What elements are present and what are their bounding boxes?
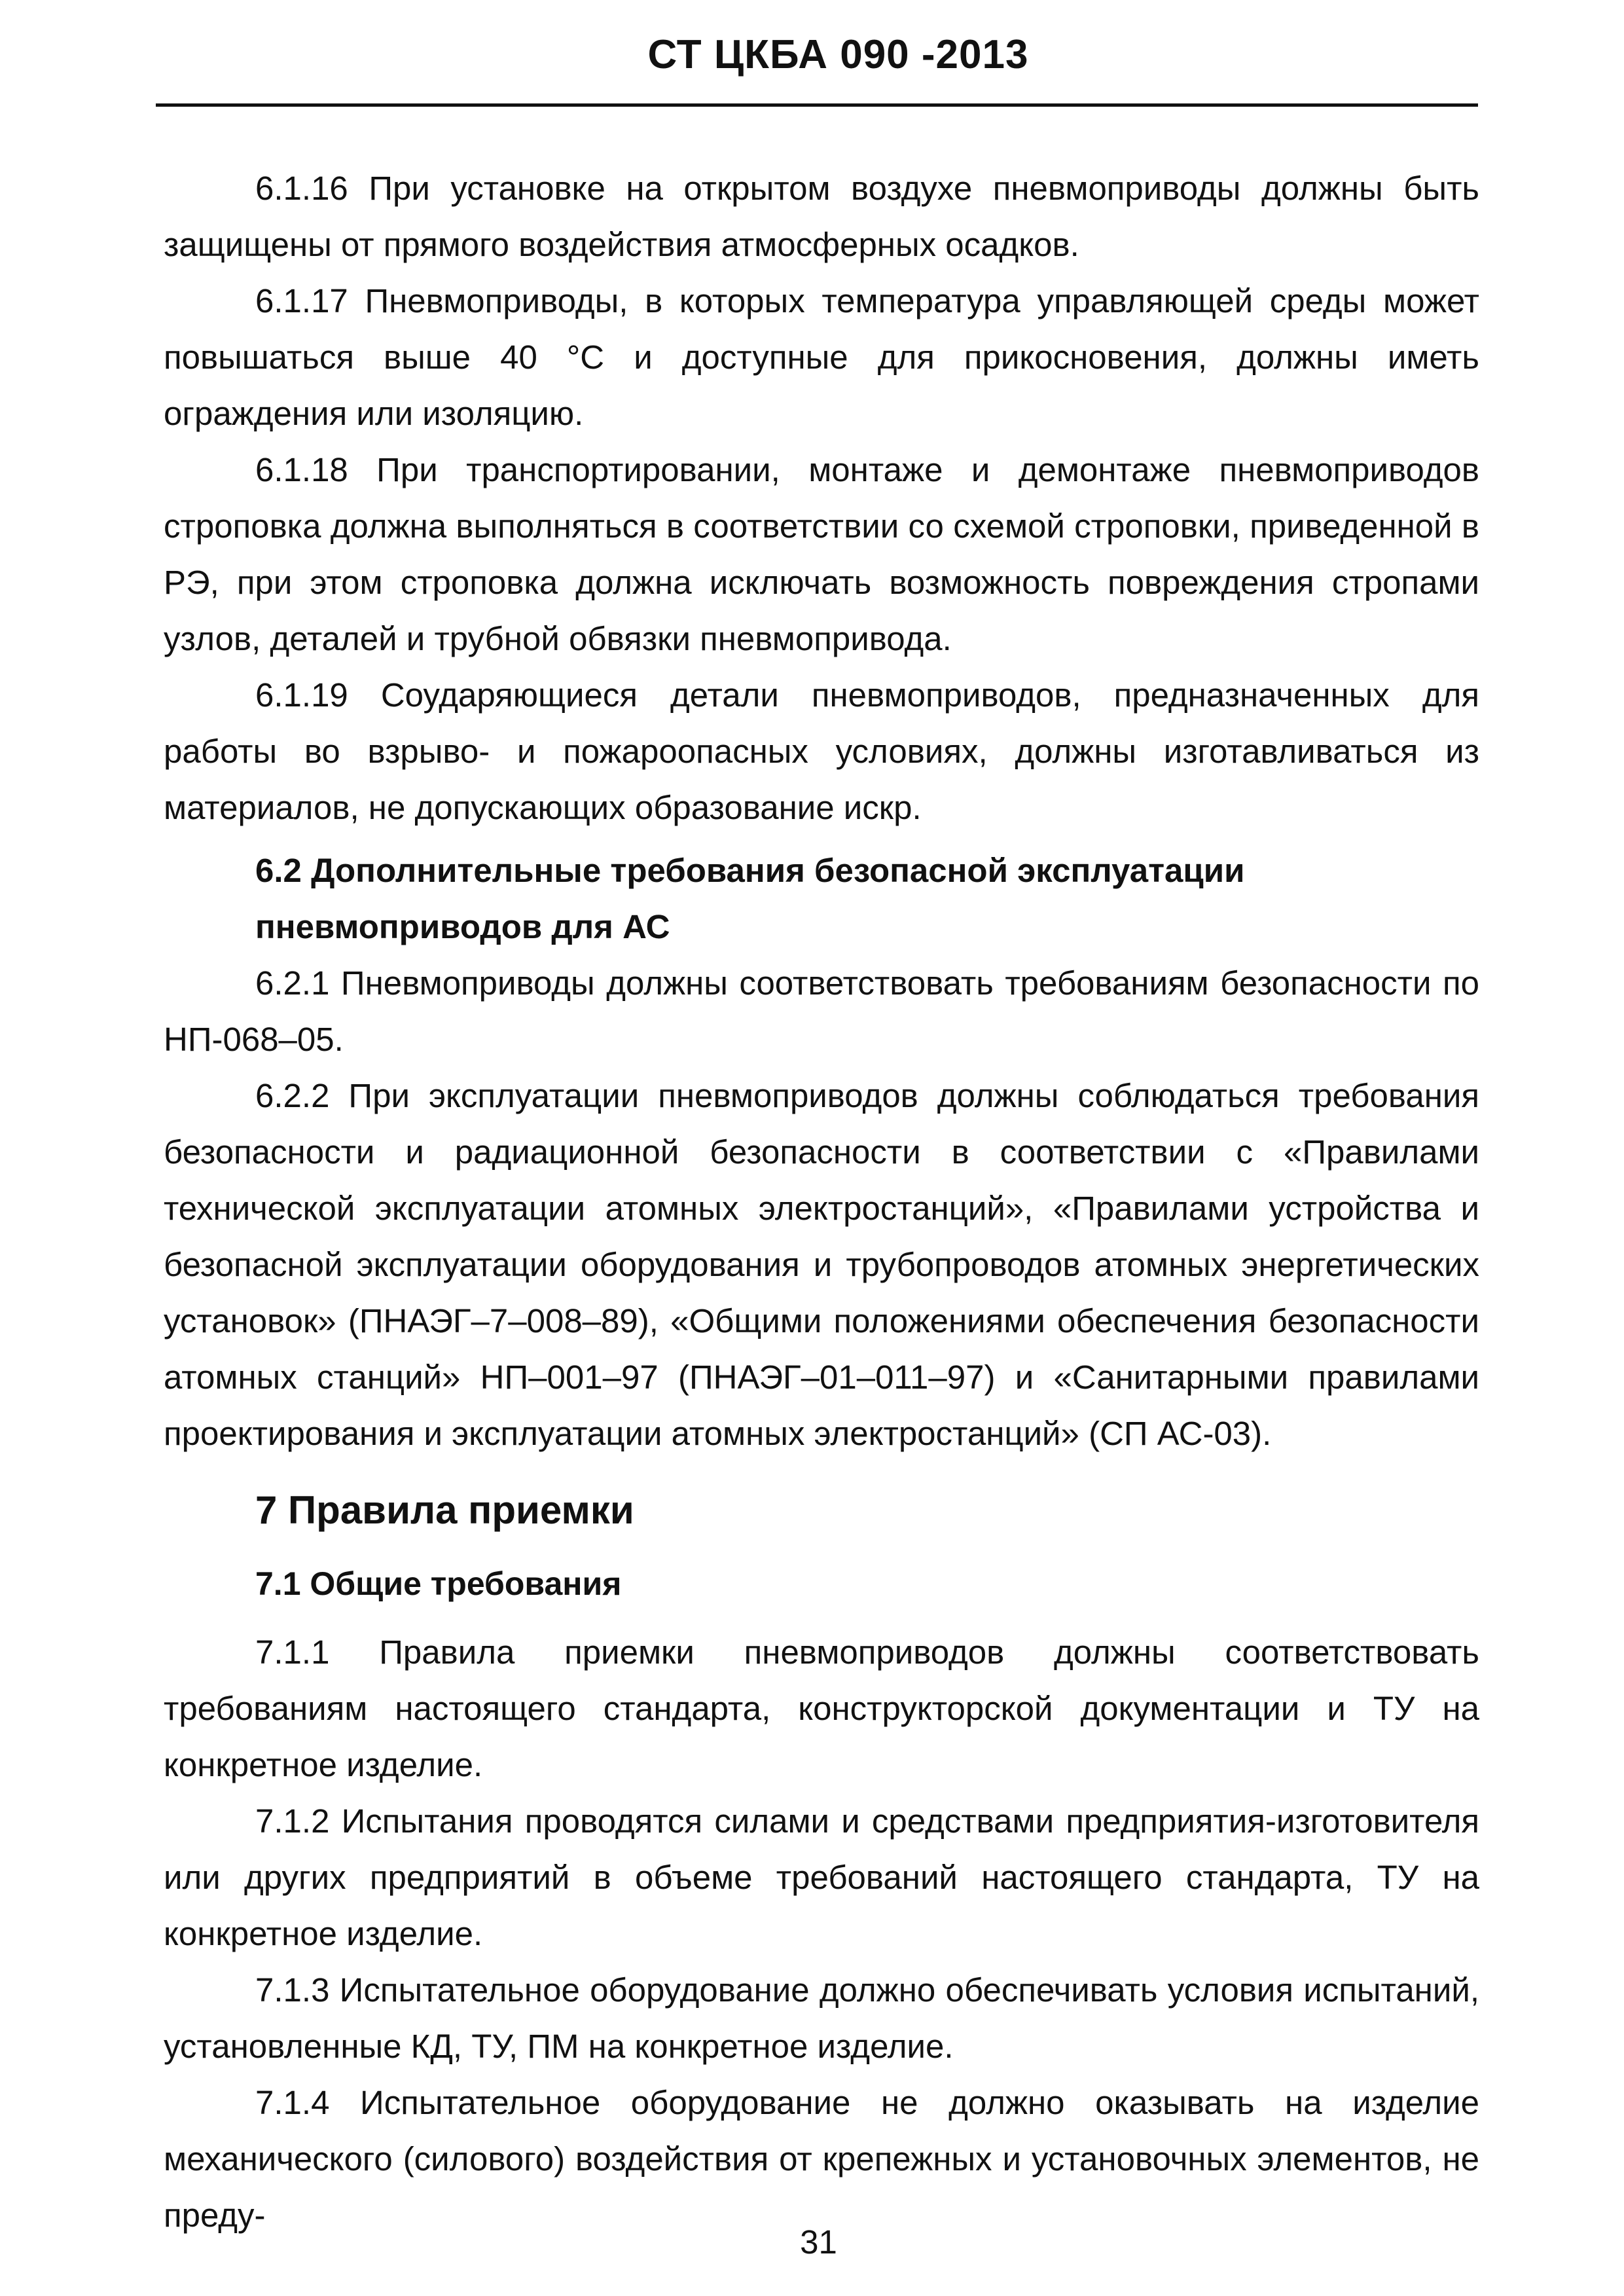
- paragraph-6-1-16: 6.1.16 При установке на открытом воздухе пневмоприводы должны быть защищены от прямого воздействия атмосферных осадков.: [164, 170, 1479, 263]
- page-number: 31: [800, 2223, 837, 2261]
- paragraph-6-2-2: 6.2.2 При эксплуатации пневмоприводов должны соблюдаться требования безопасности и радиационной безопасности в соответствии с «Правилами технической эксплуатации атомных электростанций», «Правилами устройства и безопасной эксплуатации оборудования и трубопроводов атомных энергетических установок» (ПНАЭГ–7–008–89), «Общими положениями обеспечения безопасности атомных станций» НП–001–97 (ПНАЭГ–01–011–97) и «Санитарными правилами проектирования и эксплуатации атомных электростанций» (СП АС-03).: [164, 1077, 1479, 1452]
- document-header: СТ ЦКБА 090 -2013: [647, 32, 1029, 77]
- paragraph-7-1-4: 7.1.4 Испытательное оборудование не должно оказывать на изделие механического (силового) воздействия от крепежных и установочных элементов, не преду-: [164, 2084, 1479, 2234]
- paragraph-6-1-19: 6.1.19 Соударяющиеся детали пневмоприводов, предназначенных для работы во взрыво- и пожароопасных условиях, должны изготавливаться из материалов, не допускающих образование искр.: [164, 676, 1479, 826]
- subsection-7-1-title: 7.1 Общие требования: [255, 1565, 622, 1602]
- page-body: [164, 160, 1479, 2244]
- section-7-title: 7 Правила приемки: [255, 1488, 634, 1532]
- section-6-2-title-line1: 6.2 Дополнительные требования безопасной эксплуатации: [255, 852, 1245, 889]
- paragraph-6-1-17: 6.1.17 Пневмоприводы, в которых температура управляющей среды может повышаться выше 40 °С и доступные для прикосновения, должны иметь ограждения или изоляцию.: [164, 282, 1479, 432]
- section-6-2-title: [164, 843, 1479, 955]
- paragraph-7-1-2: 7.1.2 Испытания проводятся силами и средствами предприятия-изготовителя или других предприятий в объеме требований настоящего стандарта, ТУ на конкретное изделие.: [164, 1802, 1479, 1952]
- paragraph-6-2-1: 6.2.1 Пневмоприводы должны соответствовать требованиям безопасности по НП-068–05.: [164, 964, 1479, 1058]
- paragraph-7-1-1: 7.1.1 Правила приемки пневмоприводов должны соответствовать требованиям настоящего стандарта, конструкторской документации и ТУ на конкретное изделие.: [164, 1633, 1479, 1783]
- paragraph-7-1-3: 7.1.3 Испытательное оборудование должно обеспечивать условия испытаний, установленные КД, ТУ, ПМ на конкретное изделие.: [164, 1971, 1479, 2065]
- header-divider: [156, 103, 1478, 107]
- paragraph-6-1-18: 6.1.18 При транспортировании, монтаже и демонтаже пневмоприводов строповка должна выполняться в соответствии со схемой строповки, приведенной в РЭ, при этом строповка должна исключать возможность повреждения стропами узлов, деталей и трубной обвязки пневмопривода.: [164, 451, 1479, 657]
- section-6-2-title-line2: пневмоприводов для АС: [255, 908, 670, 945]
